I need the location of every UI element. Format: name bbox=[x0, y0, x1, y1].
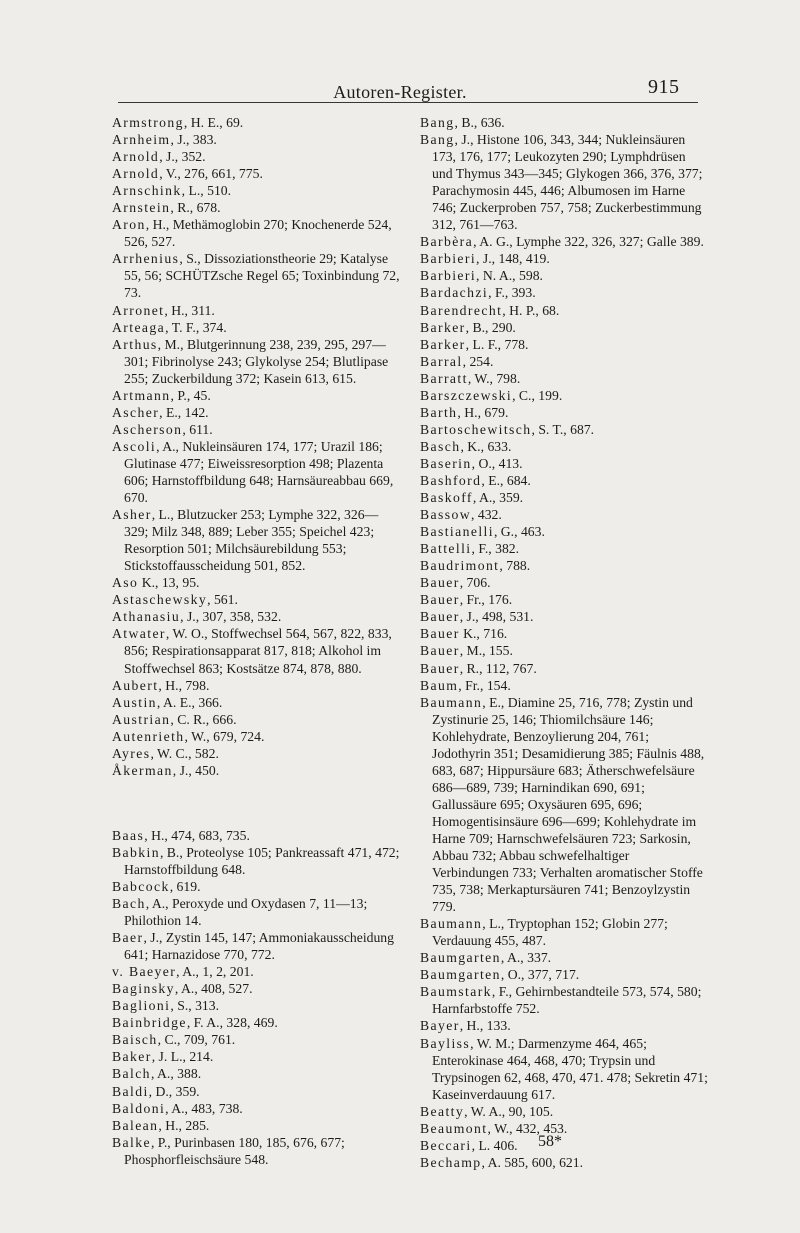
author-name: Armstrong bbox=[112, 115, 184, 130]
index-entry bbox=[420, 336, 708, 353]
index-entry bbox=[420, 1120, 708, 1137]
author-name: Arrhenius bbox=[112, 251, 180, 267]
entry-references: , B., 290. bbox=[465, 319, 516, 335]
author-name: Aso bbox=[112, 575, 139, 591]
author-name: Barker bbox=[420, 319, 466, 335]
entry-references: , S., 313. bbox=[170, 998, 220, 1014]
index-entry bbox=[420, 387, 708, 404]
index-entry bbox=[112, 506, 402, 574]
author-name: Autenrieth bbox=[112, 728, 185, 744]
index-entry bbox=[112, 895, 402, 929]
index-entry bbox=[112, 677, 402, 694]
entry-references: , V., 276, 661, 775. bbox=[159, 166, 263, 182]
entry-references: , L., 510. bbox=[181, 183, 232, 199]
author-name: Bauer bbox=[420, 626, 460, 642]
index-entry bbox=[112, 574, 402, 591]
index-entry bbox=[420, 353, 708, 370]
index-entry bbox=[112, 1117, 402, 1134]
author-name: Barendrecht bbox=[420, 302, 503, 318]
index-entry bbox=[420, 591, 708, 608]
author-name: Arthus bbox=[112, 336, 158, 352]
entry-references: , E., 142. bbox=[159, 404, 209, 420]
right-column bbox=[420, 114, 708, 1171]
author-name: Baas bbox=[112, 827, 145, 843]
author-name: Arnheim bbox=[112, 132, 171, 148]
index-entry bbox=[420, 983, 708, 1017]
author-name: Bauer bbox=[420, 660, 460, 676]
entry-references: , M., Blutgerinnung 238, 239, 295, 297—301; Fibrinolyse 243; Glykolyse 254; Blutlipase 255; Zuckerbildung 372; Kasein 613, 615. bbox=[124, 336, 389, 386]
entry-references: , W. O., Stoffwechsel 564, 567, 822, 833, 856; Respirationsapparat 817, 818; Alkohol im Stoffwechsel 863; Kostsätze 874, 878, 880. bbox=[124, 626, 392, 676]
author-name: Bartoschewitsch bbox=[420, 421, 532, 437]
entry-references: , L. 406. bbox=[471, 1137, 518, 1153]
index-group-b bbox=[112, 827, 402, 1168]
index-entry bbox=[112, 1134, 402, 1168]
entry-references: , E., 684. bbox=[481, 472, 531, 488]
entry-references: , N. A., 598. bbox=[476, 268, 543, 284]
index-entry bbox=[420, 284, 708, 301]
author-name: Bardachzi bbox=[420, 285, 489, 301]
index-entry bbox=[112, 148, 402, 165]
entry-references: , A., Peroxyde und Oxydasen 7, 11—13; Philothion 14. bbox=[124, 896, 368, 929]
index-entry bbox=[112, 591, 402, 608]
entry-references: , R., 112, 767. bbox=[459, 660, 537, 676]
author-name: Baskoff bbox=[420, 490, 473, 506]
author-name: Aubert bbox=[112, 677, 159, 693]
entry-references: , L., Blutzucker 253; Lymphe 322, 326—329; Milz 348, 889; Leber 355; Speichel 423; Resorption 501; Milchsäurebildung 553; Stickstoffausscheidung 501, 852. bbox=[124, 507, 379, 574]
entry-references: , E., Diamine 25, 716, 778; Zystin und Zystinurie 25, 146; Thiomilchsäure 146; Kohlehydrate, Benzoylierung 204, 761; Jodothyrin 351; Desamidierung 385; Fäulnis 488, 683, 687; Hippursäure 683; Ätherschwefelsäure 686—689, 739; Harnindikan 690, 691; Gallussäure 695; Oxysäuren 695, 696; Homogentisinsäure 696—699; Kohlehydrate im Harne 709; Harnschwefelsäuren 723; Sarkosin, Abbau 732; Abbau schwefelhaltiger Verbindungen 733; Verhalten aromatischer Stoffe 735, 738; Merkaptursäuren 741; Benzoylzystin 779. bbox=[432, 694, 705, 915]
author-name: Barral bbox=[420, 353, 463, 369]
index-entry bbox=[420, 574, 708, 591]
index-entry bbox=[112, 608, 402, 625]
entry-references: , L., Tryptophan 152; Globin 277; Verdauung 455, 487. bbox=[432, 916, 668, 949]
index-entry bbox=[112, 131, 402, 148]
entry-references: , M., 155. bbox=[459, 643, 513, 659]
author-name: Balke bbox=[112, 1134, 151, 1150]
entry-references: , O., 413. bbox=[471, 455, 523, 471]
header-rule bbox=[118, 102, 698, 103]
index-entry bbox=[112, 1065, 402, 1082]
author-name: Baum bbox=[420, 677, 459, 693]
author-name: v. Baeyer bbox=[112, 964, 177, 980]
index-entry bbox=[112, 114, 402, 131]
entry-references: , H., 798. bbox=[158, 677, 210, 693]
entry-references: , J., 450. bbox=[172, 762, 220, 778]
index-entry bbox=[420, 557, 708, 574]
index-entry bbox=[420, 370, 708, 387]
author-name: Ascoli bbox=[112, 438, 157, 454]
index-entry bbox=[112, 827, 402, 844]
index-entry bbox=[112, 878, 402, 895]
author-name: Babcock bbox=[112, 878, 170, 894]
author-name: Barszczewski bbox=[420, 387, 513, 403]
author-name: Baumann bbox=[420, 916, 483, 932]
index-entry bbox=[420, 250, 708, 267]
index-entry bbox=[420, 608, 708, 625]
author-name: Arnstein bbox=[112, 200, 171, 216]
entry-references: , Fr., 154. bbox=[458, 677, 511, 693]
author-name: Bauer bbox=[420, 609, 460, 625]
entry-references: , 254. bbox=[462, 353, 494, 369]
author-name: Baer bbox=[112, 930, 144, 946]
entry-references: , K., 633. bbox=[460, 438, 512, 454]
index-entry bbox=[420, 302, 708, 319]
index-entry bbox=[112, 997, 402, 1014]
entry-references: , W., 432, 453. bbox=[487, 1120, 568, 1136]
index-entry bbox=[112, 302, 402, 319]
entry-references: , F., 382. bbox=[471, 541, 520, 557]
index-entry bbox=[420, 642, 708, 659]
entry-references: , J., 148, 419. bbox=[476, 251, 550, 267]
index-entry bbox=[420, 677, 708, 694]
author-name: Beccari bbox=[420, 1137, 472, 1153]
entry-references: , A., 483, 738. bbox=[165, 1100, 243, 1116]
index-entry bbox=[112, 745, 402, 762]
entry-references: , B., 636. bbox=[454, 115, 505, 130]
author-name: Bang bbox=[420, 115, 455, 130]
index-entry bbox=[112, 625, 402, 676]
index-entry bbox=[420, 966, 708, 983]
author-name: Barbieri bbox=[420, 268, 477, 284]
signature-mark: 58* bbox=[538, 1133, 562, 1150]
entry-references: , W. C., 582. bbox=[150, 745, 219, 761]
index-entry bbox=[112, 182, 402, 199]
author-name: Baumann bbox=[420, 694, 483, 710]
index-entry bbox=[112, 963, 402, 980]
entry-references: , 432. bbox=[471, 507, 502, 523]
author-name: Barbèra bbox=[420, 234, 474, 250]
entry-references: , H. E., 69. bbox=[183, 115, 244, 130]
entry-references: , W. M.; Darmenzyme 464, 465; Enterokinase 464, 468, 470; Trypsin und Trypsinogen 62, 468, 470, 471. 478; Sekretin 471; Kaseinverdauung 617. bbox=[432, 1035, 708, 1102]
entry-references: , C., 199. bbox=[512, 387, 563, 403]
entry-references: , H., 474, 683, 735. bbox=[144, 827, 250, 843]
index-entry bbox=[112, 929, 402, 963]
author-name: Astaschewsky bbox=[112, 592, 208, 608]
index-entry bbox=[420, 1035, 708, 1103]
author-name: Bauer bbox=[420, 575, 460, 591]
index-entry bbox=[112, 421, 402, 438]
entry-references: , F. A., 328, 469. bbox=[186, 1015, 278, 1031]
author-name: Austrian bbox=[112, 711, 171, 727]
index-entry bbox=[420, 472, 708, 489]
entry-references: , J., 498, 531. bbox=[459, 609, 534, 625]
index-entry bbox=[420, 319, 708, 336]
author-name: Bauer bbox=[420, 592, 460, 608]
index-entry bbox=[112, 165, 402, 182]
author-name: Baldoni bbox=[112, 1100, 166, 1116]
entry-references: , F., Gehirnbestandteile 573, 574, 580; Harnfarbstoffe 752. bbox=[432, 984, 702, 1017]
entry-references: , A. E., 366. bbox=[156, 694, 223, 710]
author-name: Bach bbox=[112, 896, 146, 912]
index-entry bbox=[112, 404, 402, 421]
author-name: Beaumont bbox=[420, 1120, 488, 1136]
author-name: Barbieri bbox=[420, 251, 477, 267]
author-name: Baumgarten bbox=[420, 950, 501, 966]
entry-references: , 561. bbox=[207, 592, 238, 608]
entry-references: , H. P., 68. bbox=[502, 302, 560, 318]
author-name: Arnold bbox=[112, 149, 160, 165]
entry-references: , O., 377, 717. bbox=[500, 967, 580, 983]
author-name: Ascher bbox=[112, 404, 160, 420]
index-entry bbox=[420, 949, 708, 966]
group-spacer bbox=[112, 779, 402, 827]
index-entry bbox=[420, 1154, 708, 1171]
index-entry bbox=[112, 336, 402, 387]
entry-references: K., 13, 95. bbox=[138, 575, 200, 591]
entry-references: , G., 463. bbox=[493, 524, 545, 540]
index-group-a bbox=[112, 114, 402, 779]
author-name: Bauer bbox=[420, 643, 460, 659]
author-name: Balch bbox=[112, 1066, 151, 1082]
entry-references: , W. A., 90, 105. bbox=[464, 1103, 554, 1119]
author-name: Baglioni bbox=[112, 998, 171, 1014]
author-name: Bechamp bbox=[420, 1154, 482, 1170]
author-name: Bayliss bbox=[420, 1035, 471, 1051]
index-entry bbox=[420, 915, 708, 949]
author-name: Aron bbox=[112, 217, 146, 233]
entry-references: , C., 709, 761. bbox=[157, 1032, 236, 1048]
entry-references: , J., 307, 358, 532. bbox=[180, 609, 282, 625]
index-entry bbox=[112, 980, 402, 997]
index-entry bbox=[112, 1031, 402, 1048]
index-entry bbox=[112, 199, 402, 216]
author-name: Barratt bbox=[420, 370, 468, 386]
entry-references: , Fr., 176. bbox=[459, 592, 513, 608]
entry-references: , D., 359. bbox=[148, 1083, 200, 1099]
author-name: Arronet bbox=[112, 302, 165, 318]
running-header: Autoren-Register. bbox=[333, 82, 467, 102]
entry-references: , A., 1, 2, 201. bbox=[176, 964, 254, 980]
index-entry bbox=[112, 438, 402, 506]
entry-references: , P., 45. bbox=[170, 387, 211, 403]
entry-references: , A., Nukleinsäuren 174, 177; Urazil 186; Glutinase 477; Eiweissresorption 498; Plazenta 606; Harnstoffbildung 648; Harnsäureabbau 669, 670. bbox=[124, 438, 394, 506]
author-name: Battelli bbox=[420, 541, 472, 557]
entry-references: , 611. bbox=[182, 421, 213, 437]
author-name: Bang bbox=[420, 132, 455, 148]
author-name: Balean bbox=[112, 1117, 159, 1133]
index-entry bbox=[112, 762, 402, 779]
entry-references: , J., Histone 106, 343, 344; Nukleinsäuren 173, 176, 177; Leukozyten 290; Lymphdrüsen und Thymus 343—345; Glykogen 366, 376, 377; Parachymosin 445, 446; Albumosen im Harne 746; Zuckerproben 757, 758; Zuckerbestimmung 312, 761—763. bbox=[432, 132, 703, 233]
author-name: Asher bbox=[112, 507, 152, 523]
page-number: 915 bbox=[648, 76, 680, 98]
entry-references: , R., 678. bbox=[170, 200, 221, 216]
index-entry bbox=[112, 844, 402, 878]
entry-references: , T. F., 374. bbox=[165, 319, 227, 335]
author-name: Arteaga bbox=[112, 319, 166, 335]
author-name: Arnschink bbox=[112, 183, 182, 199]
index-entry bbox=[420, 267, 708, 284]
entry-references: , H., 311. bbox=[164, 302, 215, 318]
entry-references: , H., 285. bbox=[158, 1117, 210, 1133]
index-entry bbox=[420, 506, 708, 523]
author-name: Athanasiu bbox=[112, 609, 181, 625]
index-entry bbox=[420, 1103, 708, 1120]
index-entry bbox=[112, 216, 402, 250]
author-name: Baumstark bbox=[420, 984, 492, 1000]
index-entry bbox=[112, 1100, 402, 1117]
index-entry bbox=[112, 250, 402, 301]
index-entry bbox=[420, 1137, 708, 1154]
index-entry bbox=[112, 319, 402, 336]
author-name: Åkerman bbox=[112, 762, 173, 778]
index-entry bbox=[420, 660, 708, 677]
index-entry bbox=[112, 1083, 402, 1100]
entry-references: , A. G., Lymphe 322, 326, 327; Galle 389. bbox=[473, 234, 704, 250]
entry-references: , 788. bbox=[499, 558, 531, 574]
index-entry bbox=[420, 131, 708, 233]
index-entry bbox=[112, 387, 402, 404]
author-name: Ayres bbox=[112, 745, 151, 761]
author-name: Barker bbox=[420, 336, 466, 352]
author-name: Baldi bbox=[112, 1083, 149, 1099]
author-name: Artmann bbox=[112, 387, 171, 403]
entry-references: , A., 388. bbox=[150, 1066, 202, 1082]
author-name: Baserin bbox=[420, 455, 472, 471]
index-entry bbox=[420, 540, 708, 557]
author-name: Bastianelli bbox=[420, 524, 494, 540]
entry-references: , H., Methämoglobin 270; Knochenerde 524, 526, 527. bbox=[124, 217, 392, 250]
author-name: Bashford bbox=[420, 472, 482, 488]
index-entry bbox=[420, 438, 708, 455]
author-name: Bassow bbox=[420, 507, 471, 523]
entry-references: , A. 585, 600, 621. bbox=[481, 1154, 584, 1170]
author-name: Baker bbox=[112, 1049, 152, 1065]
index-entry bbox=[112, 1048, 402, 1065]
index-entry bbox=[420, 625, 708, 642]
index-entry bbox=[420, 421, 708, 438]
author-name: Baumgarten bbox=[420, 967, 501, 983]
author-name: Basch bbox=[420, 438, 461, 454]
entry-references: , J., 383. bbox=[170, 132, 217, 148]
entry-references: , W., 679, 724. bbox=[184, 728, 265, 744]
index-entry bbox=[112, 711, 402, 728]
entry-references: , J., 352. bbox=[159, 149, 206, 165]
entry-references: , W., 798. bbox=[467, 370, 521, 386]
author-name: Baginsky bbox=[112, 981, 175, 997]
entry-references: , P., Purinbasen 180, 185, 676, 677; Phosphorfleischsäure 548. bbox=[124, 1134, 345, 1167]
author-name: Babkin bbox=[112, 844, 160, 860]
entry-references: , 619. bbox=[169, 878, 201, 894]
entry-references: , H., 133. bbox=[459, 1018, 511, 1034]
author-name: Baisch bbox=[112, 1032, 158, 1048]
author-name: Arnold bbox=[112, 166, 160, 182]
entry-references: , 706. bbox=[459, 575, 491, 591]
index-entry bbox=[420, 114, 708, 131]
author-name: Austin bbox=[112, 694, 157, 710]
author-name: Atwater bbox=[112, 626, 166, 642]
entry-references: , F., 393. bbox=[488, 285, 536, 301]
entry-references: , J., Zystin 145, 147; Ammoniakausscheidung 641; Harnazidose 770, 772. bbox=[124, 930, 394, 963]
author-name: Baudrimont bbox=[420, 558, 500, 574]
left-column bbox=[112, 114, 402, 1168]
index-entry bbox=[420, 523, 708, 540]
index-entry bbox=[112, 694, 402, 711]
entry-references: , H., 679. bbox=[457, 404, 509, 420]
entry-references: , A., 408, 527. bbox=[174, 981, 253, 997]
index-entry bbox=[420, 404, 708, 421]
entry-references: , S., Dissoziationstheorie 29; Katalyse 55, 56; SCHÜTZsche Regel 65; Toxinbindung 72, 73. bbox=[124, 251, 400, 301]
entry-references: K., 716. bbox=[459, 626, 508, 642]
entry-references: , A., 337. bbox=[500, 950, 552, 966]
index-entry bbox=[420, 1017, 708, 1034]
entry-references: , L. F., 778. bbox=[465, 336, 529, 352]
author-name: Bainbridge bbox=[112, 1015, 187, 1031]
entry-references: , J. L., 214. bbox=[151, 1049, 214, 1065]
index-entry bbox=[420, 694, 708, 916]
author-name: Barth bbox=[420, 404, 458, 420]
author-name: Ascherson bbox=[112, 421, 183, 437]
entry-references: , C. R., 666. bbox=[170, 711, 237, 727]
entry-references: , B., Proteolyse 105; Pankreassaft 471, 472; Harnstoffbildung 648. bbox=[124, 844, 400, 877]
author-name: Bayer bbox=[420, 1018, 460, 1034]
author-name: Beatty bbox=[420, 1103, 465, 1119]
entry-references: , A., 359. bbox=[472, 490, 524, 506]
index-entry bbox=[420, 233, 708, 250]
index-entry bbox=[112, 728, 402, 745]
index-entry bbox=[420, 455, 708, 472]
index-entry bbox=[420, 489, 708, 506]
index-entry bbox=[112, 1014, 402, 1031]
entry-references: , S. T., 687. bbox=[531, 421, 595, 437]
index-group-right bbox=[420, 114, 708, 1171]
